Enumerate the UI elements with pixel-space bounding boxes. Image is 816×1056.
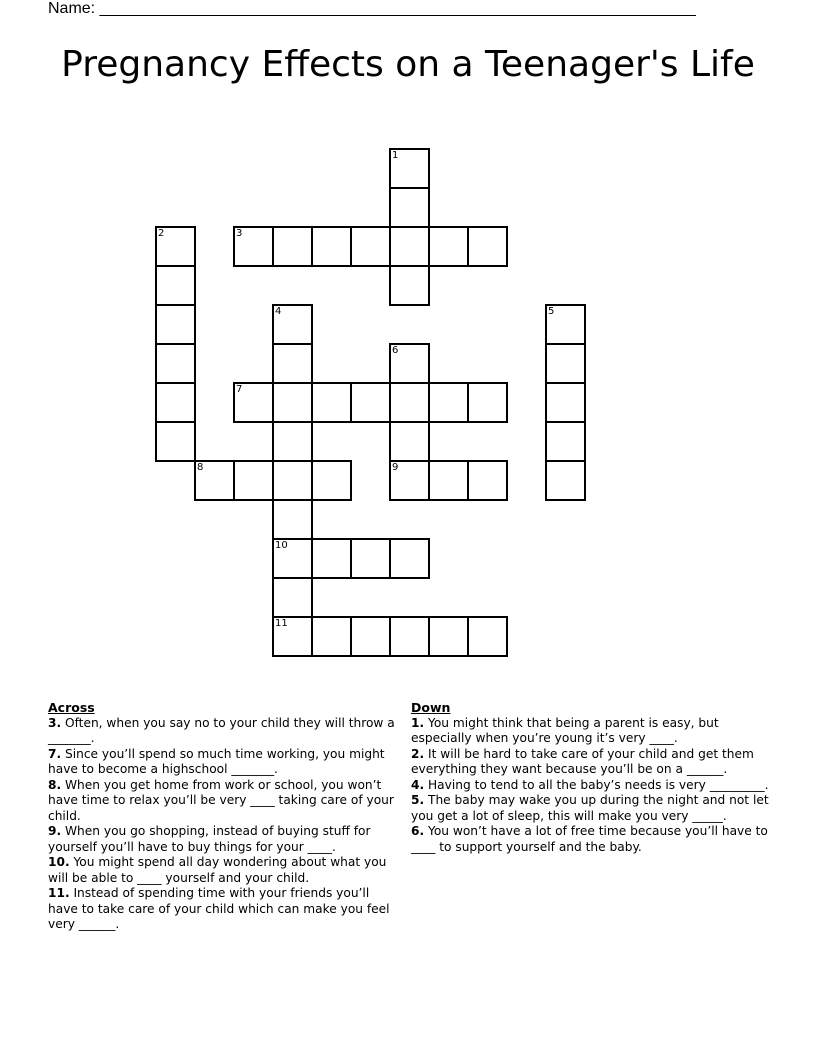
- grid-cell[interactable]: [545, 382, 586, 423]
- clue-down-6: [411, 824, 771, 855]
- clue-text: When you get home from work or school, you won’t have time to relax you’ll be very ____ taking care of your child.: [48, 777, 394, 823]
- cell-number: 6: [392, 345, 399, 356]
- clue-across-9: [48, 824, 398, 855]
- cell-number: 10: [275, 540, 288, 551]
- across-clues: [48, 700, 398, 933]
- clue-text: You won’t have a lot of free time because you’ll have to ____ to support yourself and the baby.: [411, 824, 768, 854]
- cell-number: 8: [197, 462, 204, 473]
- down-heading: Down: [411, 700, 451, 715]
- grid-cell[interactable]: [311, 538, 352, 579]
- grid-cell[interactable]: [155, 382, 196, 423]
- clue-text: When you go shopping, instead of buying stuff for yourself you’ll have to buy things for your ____.: [48, 824, 371, 854]
- puzzle-title: Pregnancy Effects on a Teenager's Life: [61, 44, 755, 85]
- grid-cell[interactable]: [389, 616, 430, 657]
- clue-text: Since you’ll spend so much time working, you might have to become a highschool _______.: [48, 746, 385, 776]
- grid-cell[interactable]: [272, 382, 313, 423]
- grid-cell[interactable]: [155, 265, 196, 306]
- cell-number: 7: [236, 384, 243, 395]
- clue-number: 4.: [411, 777, 425, 792]
- down-clues: [411, 700, 771, 855]
- clue-text: Often, when you say no to your child they will throw a _______.: [48, 715, 395, 745]
- cell-number: 3: [236, 228, 243, 239]
- grid-cell[interactable]: [272, 616, 313, 657]
- grid-cell[interactable]: [272, 421, 313, 462]
- name-field-label: Name: ___________________________________________________________________: [48, 0, 696, 17]
- grid-cell[interactable]: [350, 226, 391, 267]
- clue-number: 8.: [48, 777, 62, 792]
- grid-cell[interactable]: [428, 616, 469, 657]
- clue-number: 11.: [48, 886, 70, 900]
- grid-cell[interactable]: [428, 382, 469, 423]
- grid-cell[interactable]: [389, 265, 430, 306]
- grid-cell[interactable]: [389, 460, 430, 501]
- clue-across-11: [48, 886, 398, 933]
- grid-cell[interactable]: [545, 421, 586, 462]
- clue-down-5: [411, 793, 771, 824]
- grid-cell[interactable]: [389, 382, 430, 423]
- grid-cell[interactable]: [467, 616, 508, 657]
- grid-cell[interactable]: [272, 460, 313, 501]
- clue-down-4: [411, 778, 771, 794]
- grid-cell[interactable]: [194, 460, 235, 501]
- grid-cell[interactable]: [389, 226, 430, 267]
- cell-number: 9: [392, 462, 399, 473]
- across-heading: Across: [48, 700, 95, 715]
- clue-number: 9.: [48, 824, 62, 838]
- grid-cell[interactable]: [272, 577, 313, 618]
- clue-text: The baby may wake you up during the night and not let you get a lot of sleep, this will make you very _____.: [411, 793, 769, 823]
- cell-number: 4: [275, 306, 282, 317]
- clue-number: 6.: [411, 824, 425, 838]
- clue-across-7: [48, 747, 398, 778]
- cell-number: 5: [548, 306, 555, 317]
- grid-cell[interactable]: [428, 226, 469, 267]
- grid-cell[interactable]: [272, 343, 313, 384]
- clue-text: It will be hard to take care of your child and get them everything they want because you’ll be on a ______.: [411, 746, 754, 776]
- grid-cell[interactable]: [311, 460, 352, 501]
- clue-across-8: [48, 778, 398, 825]
- clue-number: 2.: [411, 746, 425, 761]
- grid-cell[interactable]: [233, 460, 274, 501]
- cell-number: 1: [392, 150, 399, 161]
- grid-cell[interactable]: [272, 538, 313, 579]
- grid-cell[interactable]: [389, 421, 430, 462]
- grid-cell[interactable]: [545, 304, 586, 345]
- clue-text: Having to tend to all the baby’s needs is very _________.: [424, 777, 769, 792]
- grid-cell[interactable]: [467, 226, 508, 267]
- grid-cell[interactable]: [467, 460, 508, 501]
- clue-number: 5.: [411, 793, 425, 807]
- grid-cell[interactable]: [389, 343, 430, 384]
- clue-text: You might think that being a parent is easy, but especially when you’re young it’s very ____.: [411, 715, 719, 745]
- clue-text: Instead of spending time with your friends you’ll have to take care of your child which can make you feel very ______.: [48, 886, 390, 931]
- clue-number: 7.: [48, 746, 62, 761]
- grid-cell[interactable]: [155, 226, 196, 267]
- grid-cell[interactable]: [155, 343, 196, 384]
- grid-cell[interactable]: [389, 538, 430, 579]
- grid-cell[interactable]: [389, 187, 430, 228]
- grid-cell[interactable]: [272, 226, 313, 267]
- grid-cell[interactable]: [545, 343, 586, 384]
- grid-cell[interactable]: [311, 382, 352, 423]
- grid-cell[interactable]: [311, 226, 352, 267]
- grid-cell[interactable]: [350, 538, 391, 579]
- clue-across-3: [48, 716, 398, 747]
- grid-cell[interactable]: [311, 616, 352, 657]
- grid-cell[interactable]: [350, 382, 391, 423]
- grid-cell[interactable]: [155, 421, 196, 462]
- grid-cell[interactable]: [428, 460, 469, 501]
- clue-down-2: [411, 747, 771, 778]
- grid-cell[interactable]: [155, 304, 196, 345]
- grid-cell[interactable]: [233, 226, 274, 267]
- grid-cell[interactable]: [272, 499, 313, 540]
- clue-down-1: [411, 716, 771, 747]
- grid-cell[interactable]: [233, 382, 274, 423]
- grid-cell[interactable]: [467, 382, 508, 423]
- clue-number: 10.: [48, 855, 70, 869]
- grid-cell[interactable]: [545, 460, 586, 501]
- grid-cell[interactable]: [350, 616, 391, 657]
- cell-number: 11: [275, 618, 288, 629]
- clue-text: You might spend all day wondering about what you will be able to ____ yourself and your child.: [48, 855, 387, 885]
- cell-number: 2: [158, 228, 165, 239]
- grid-cell[interactable]: [272, 304, 313, 345]
- clue-number: 1.: [411, 715, 425, 730]
- clue-number: 3.: [48, 715, 62, 730]
- clue-across-10: [48, 855, 398, 886]
- grid-cell[interactable]: [389, 148, 430, 189]
